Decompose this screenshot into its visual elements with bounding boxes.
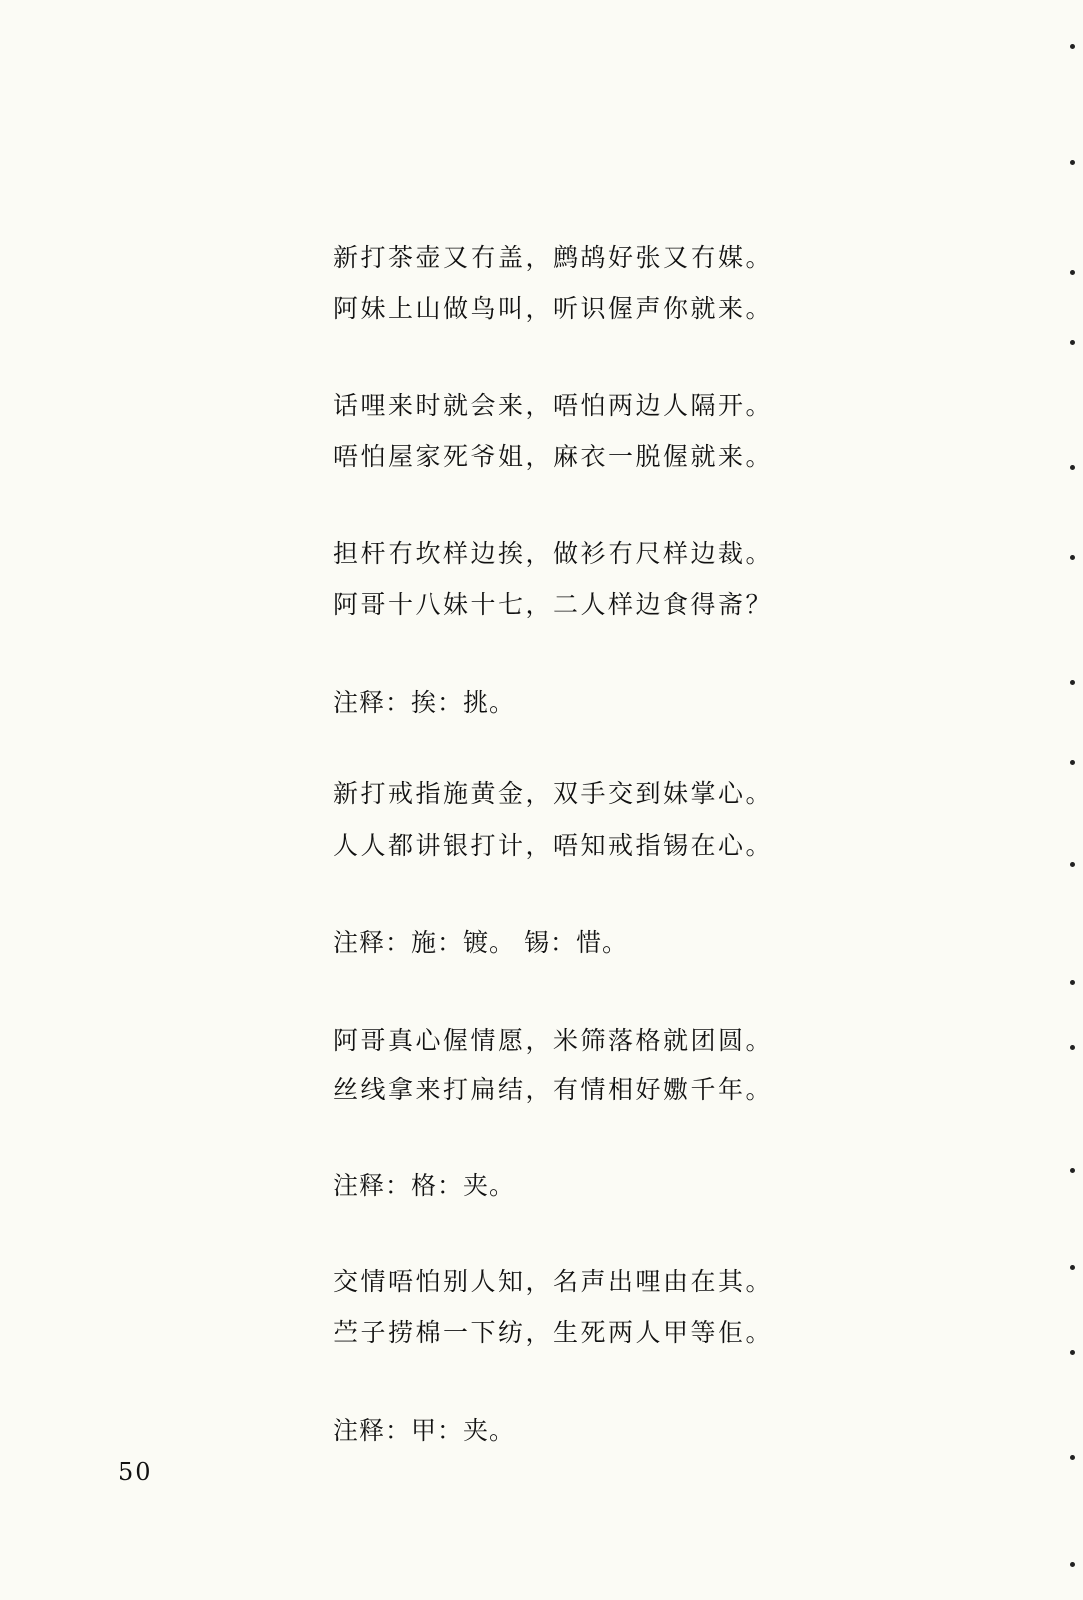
scan-edge-mark [1070, 160, 1075, 165]
verse-5-line-2: 丝线拿来打扁结，有情相好嫐千年。 [333, 1075, 774, 1104]
verse-2-line-2: 唔怕屋家死爷姐，麻衣一脱偓就来。 [333, 442, 774, 471]
verse-6-note: 注释：甲：夹。 [333, 1416, 516, 1445]
scan-edge-mark [1070, 1350, 1075, 1355]
verse-5-line-1: 阿哥真心偓情愿，米筛落格就团圆。 [333, 1026, 774, 1055]
scan-edge-mark [1070, 270, 1075, 275]
scan-edge-mark [1070, 340, 1075, 345]
scan-edge-mark [1070, 980, 1075, 985]
verse-3-note: 注释：挨：挑。 [333, 688, 516, 717]
scan-edge-mark [1070, 680, 1075, 685]
verse-5-note: 注释：格：夹。 [333, 1171, 516, 1200]
verse-2-line-1: 话哩来时就会来，唔怕两边人隔开。 [333, 391, 774, 420]
verse-3-line-1: 担杆冇坎样边挨，做衫冇尺样边裁。 [333, 539, 774, 568]
scan-edge-mark [1070, 1168, 1075, 1173]
scan-edge-mark [1070, 1045, 1075, 1050]
scan-edge-mark [1070, 44, 1075, 49]
verse-1-line-2: 阿妹上山做鸟叫，听识偓声你就来。 [333, 294, 774, 323]
verse-6-line-2: 苎子捞棉一下纺，生死两人甲等佢。 [333, 1318, 774, 1347]
page-number: 50 [118, 1458, 153, 1486]
scan-edge-mark [1070, 1265, 1075, 1270]
verse-4-line-2: 人人都讲银打计，唔知戒指锡在心。 [333, 831, 774, 860]
verse-6-line-1: 交情唔怕别人知，名声出哩由在其。 [333, 1267, 774, 1296]
verse-4-note: 注释：施：镀。 锡：惜。 [333, 928, 628, 957]
scan-edge-mark [1070, 465, 1075, 470]
scan-edge-mark [1070, 555, 1075, 560]
verse-4-line-1: 新打戒指施黄金，双手交到妹掌心。 [333, 779, 774, 808]
verse-1-line-1: 新打茶壶又冇盖，鹧鸪好张又冇媒。 [333, 243, 774, 272]
scan-edge-mark [1070, 862, 1075, 867]
scan-edge-mark [1070, 1562, 1075, 1567]
verse-3-line-2: 阿哥十八妹十七，二人样边食得斋？ [333, 590, 774, 619]
scan-edge-mark [1070, 760, 1075, 765]
scan-edge-mark [1070, 1455, 1075, 1460]
